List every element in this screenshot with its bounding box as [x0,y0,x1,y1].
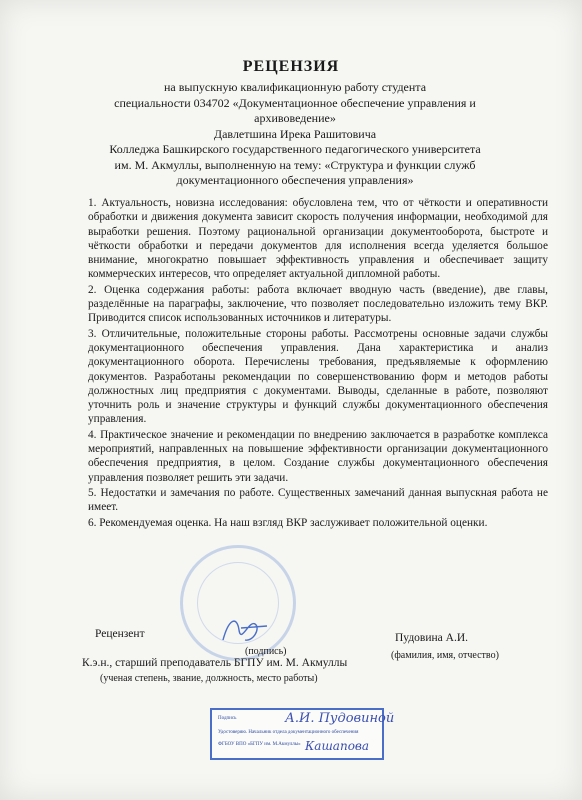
reviewer-name: Пудовина А.И. [395,632,469,644]
header-line: Давлетшина Ирека Рашитовича [213,126,377,141]
header-line: на выпускную квалификационную работу студента [163,80,427,94]
name-hint: (фамилия, имя, отчество) [391,650,499,661]
certification-handwriting [245,700,395,760]
review-paragraph-practical: 4. Практическое значение и рекомендации по внедрению заключается в разработке комплекса мероприятий, направленных на повышение эффективности организации документационного обеспечения предприятия, в целом. Создание службы документационного обеспечения управления позволяет решить эти задачи. [88,428,548,484]
header-line: документационного обеспечения управления» [176,173,414,187]
certification-line: ФГБОУ ВПО «БГПУ им. М.Акмуллы» [218,742,301,747]
header-line: Колледжа Башкирского государственного педагогического университета [109,142,481,156]
review-paragraph-grade: 6. Рекомендуемая оценка. На наш взгляд ВКР заслуживает положительной оценки. [88,516,488,529]
header-line: архивоведение» [254,111,336,125]
certify-handwritten-1: А.И. Пудовиной [285,711,395,726]
position-hint: (ученая степень, звание, должность, место работы) [100,673,318,684]
document-title: РЕЦЕНЗИЯ [242,58,340,75]
reviewer-position: К.э.н., старший преподаватель БГПУ им. М. Акмуллы [82,657,348,669]
certify-handwritten-2: Кашапова [305,739,370,753]
review-paragraph-relevance: 1. Актуальность, новизна исследования: обусловлена тем, что от чёткости и оперативности обработки и движения документа зависит скорость получения информации, необходимой для выработки решения. Поэтому рациональной организации документооборота, быстроте и чёткости обработки и передачи документов для исполнения всегда уделяется большое внимание, многократно повышает эффективность управления и обеспечивает защиту коммерческих интересов, что определяет актуальной дипломной работы. [88,197,548,281]
review-paragraph-content: 2. Оценка содержания работы: работа включает вводную часть (введение), две главы, разделённые на параграфы, заключение, что позволяет последовательно изложить тему ВКР. Приводится список использованных источников и литературы. [88,283,548,325]
review-body [88,196,548,531]
certification-line: Подпись [218,716,237,721]
document-header [95,80,495,189]
signature-hint: (подпись) [245,646,287,657]
review-paragraph-shortcomings: 5. Недостатки и замечания по работе. Существенных замечаний данная выпускная работа не имеет. [88,486,548,514]
reviewer-label: Рецензент [95,628,145,640]
review-paragraph-strengths: 3. Отличительные, положительные стороны работы. Рассмотрены основные задачи службы документационного обеспечения управления. Дана характеристика и анализ документационного оборота. Перечислены требования, предъявляемые к оформлению документов. Разработаны рекомендации по совершенствованию форм и методов работы должностных лиц предприятия с документами. Выводы, сделанные в работе, позволяют уточнить роль и значение структуры и функций службы документационного обеспечения управления. [88,327,548,426]
certification-line: Удостоверяю. Начальник отдела документационного обеспечения [218,730,359,735]
header-line: им. М. Акмуллы, выполненную на тему: «Структура и функции служб [114,157,476,172]
header-line: специальности 034702 «Документационное обеспечение управления и [114,95,476,110]
